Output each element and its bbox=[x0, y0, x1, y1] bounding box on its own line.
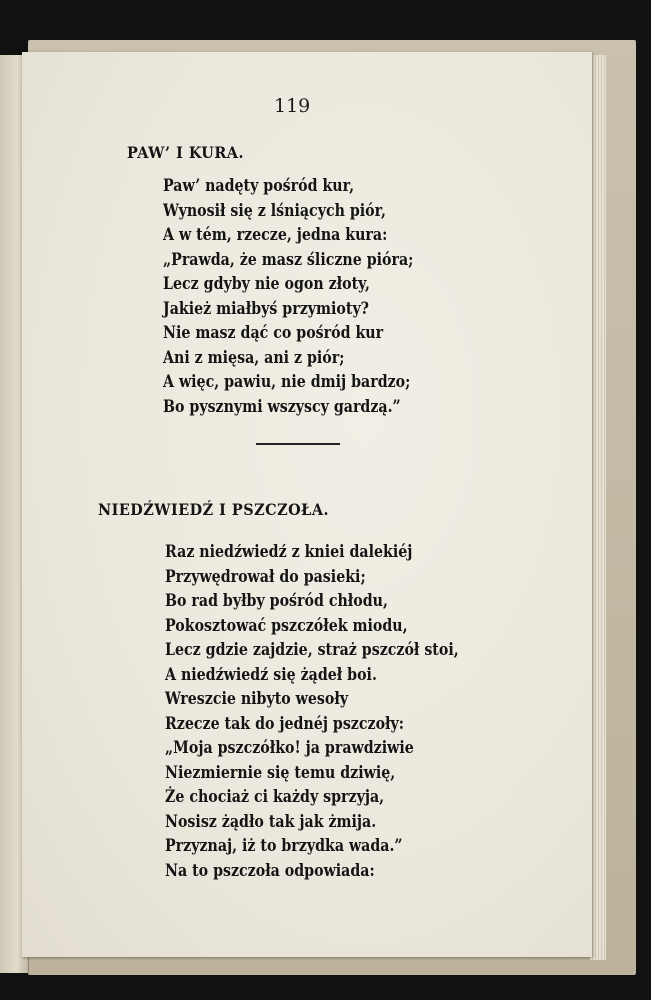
poem-body bbox=[165, 540, 459, 883]
poem-line: Wynosił się z lśniących piór, bbox=[163, 200, 387, 220]
poem-line: Paw’ nadęty pośród kur, bbox=[163, 176, 355, 195]
section-divider bbox=[256, 443, 340, 445]
poem-line: Wreszcie nibyto wesoły bbox=[165, 689, 349, 708]
page-number: 119 bbox=[274, 95, 311, 117]
poem-line: Nosisz żądło tak jak żmija. bbox=[165, 811, 377, 831]
poem-line: A niedźwiedź się żądeł boi. bbox=[165, 664, 377, 684]
poem-line: Bo rad byłby pośród chłodu, bbox=[165, 591, 388, 610]
poem-line: Jakież miałbyś przymioty? bbox=[163, 298, 370, 318]
poem-title: NIEDŹWIEDŹ I PSZCZOŁA. bbox=[97, 500, 330, 519]
poem-line: Raz niedźwiedź z kniei dalekiéj bbox=[165, 542, 413, 561]
poem-line: „Moja pszczółko! ja prawdziwie bbox=[165, 738, 414, 757]
poem-line: Ani z mięsa, ani z piór; bbox=[163, 347, 345, 367]
poem-body bbox=[163, 174, 413, 419]
poem-line: Lecz gdzie zajdzie, straż pszczół stoi, bbox=[165, 640, 459, 659]
page-stack-edge bbox=[590, 55, 606, 960]
poem-line: Przywędrował do pasieki; bbox=[165, 566, 366, 586]
poem-line: Że chociaż ci każdy sprzyja, bbox=[165, 787, 385, 806]
poem-line: Bo pysznymi wszyscy gardzą.” bbox=[163, 396, 401, 416]
poem-line: Lecz gdyby nie ogon złoty, bbox=[163, 274, 370, 293]
poem-line: Przyznaj, iż to brzydka wada.” bbox=[165, 836, 403, 855]
poem-title: PAW’ I KURA. bbox=[127, 143, 244, 162]
poem-line: A w tém, rzecze, jedna kura: bbox=[163, 225, 388, 244]
poem-line: „Prawda, że masz śliczne pióra; bbox=[163, 249, 414, 269]
poem-line: Rzecze tak do jednéj pszczoły: bbox=[165, 713, 404, 733]
poem-line: Niezmiernie się temu dziwię, bbox=[165, 762, 396, 782]
poem-line: A więc, pawiu, nie dmij bardzo; bbox=[163, 372, 411, 391]
poem-line: Nie masz dąć co pośród kur bbox=[163, 323, 384, 342]
poem-line: Pokosztować pszczółek miodu, bbox=[165, 615, 408, 635]
poem-line: Na to pszczoła odpowiada: bbox=[165, 860, 375, 880]
